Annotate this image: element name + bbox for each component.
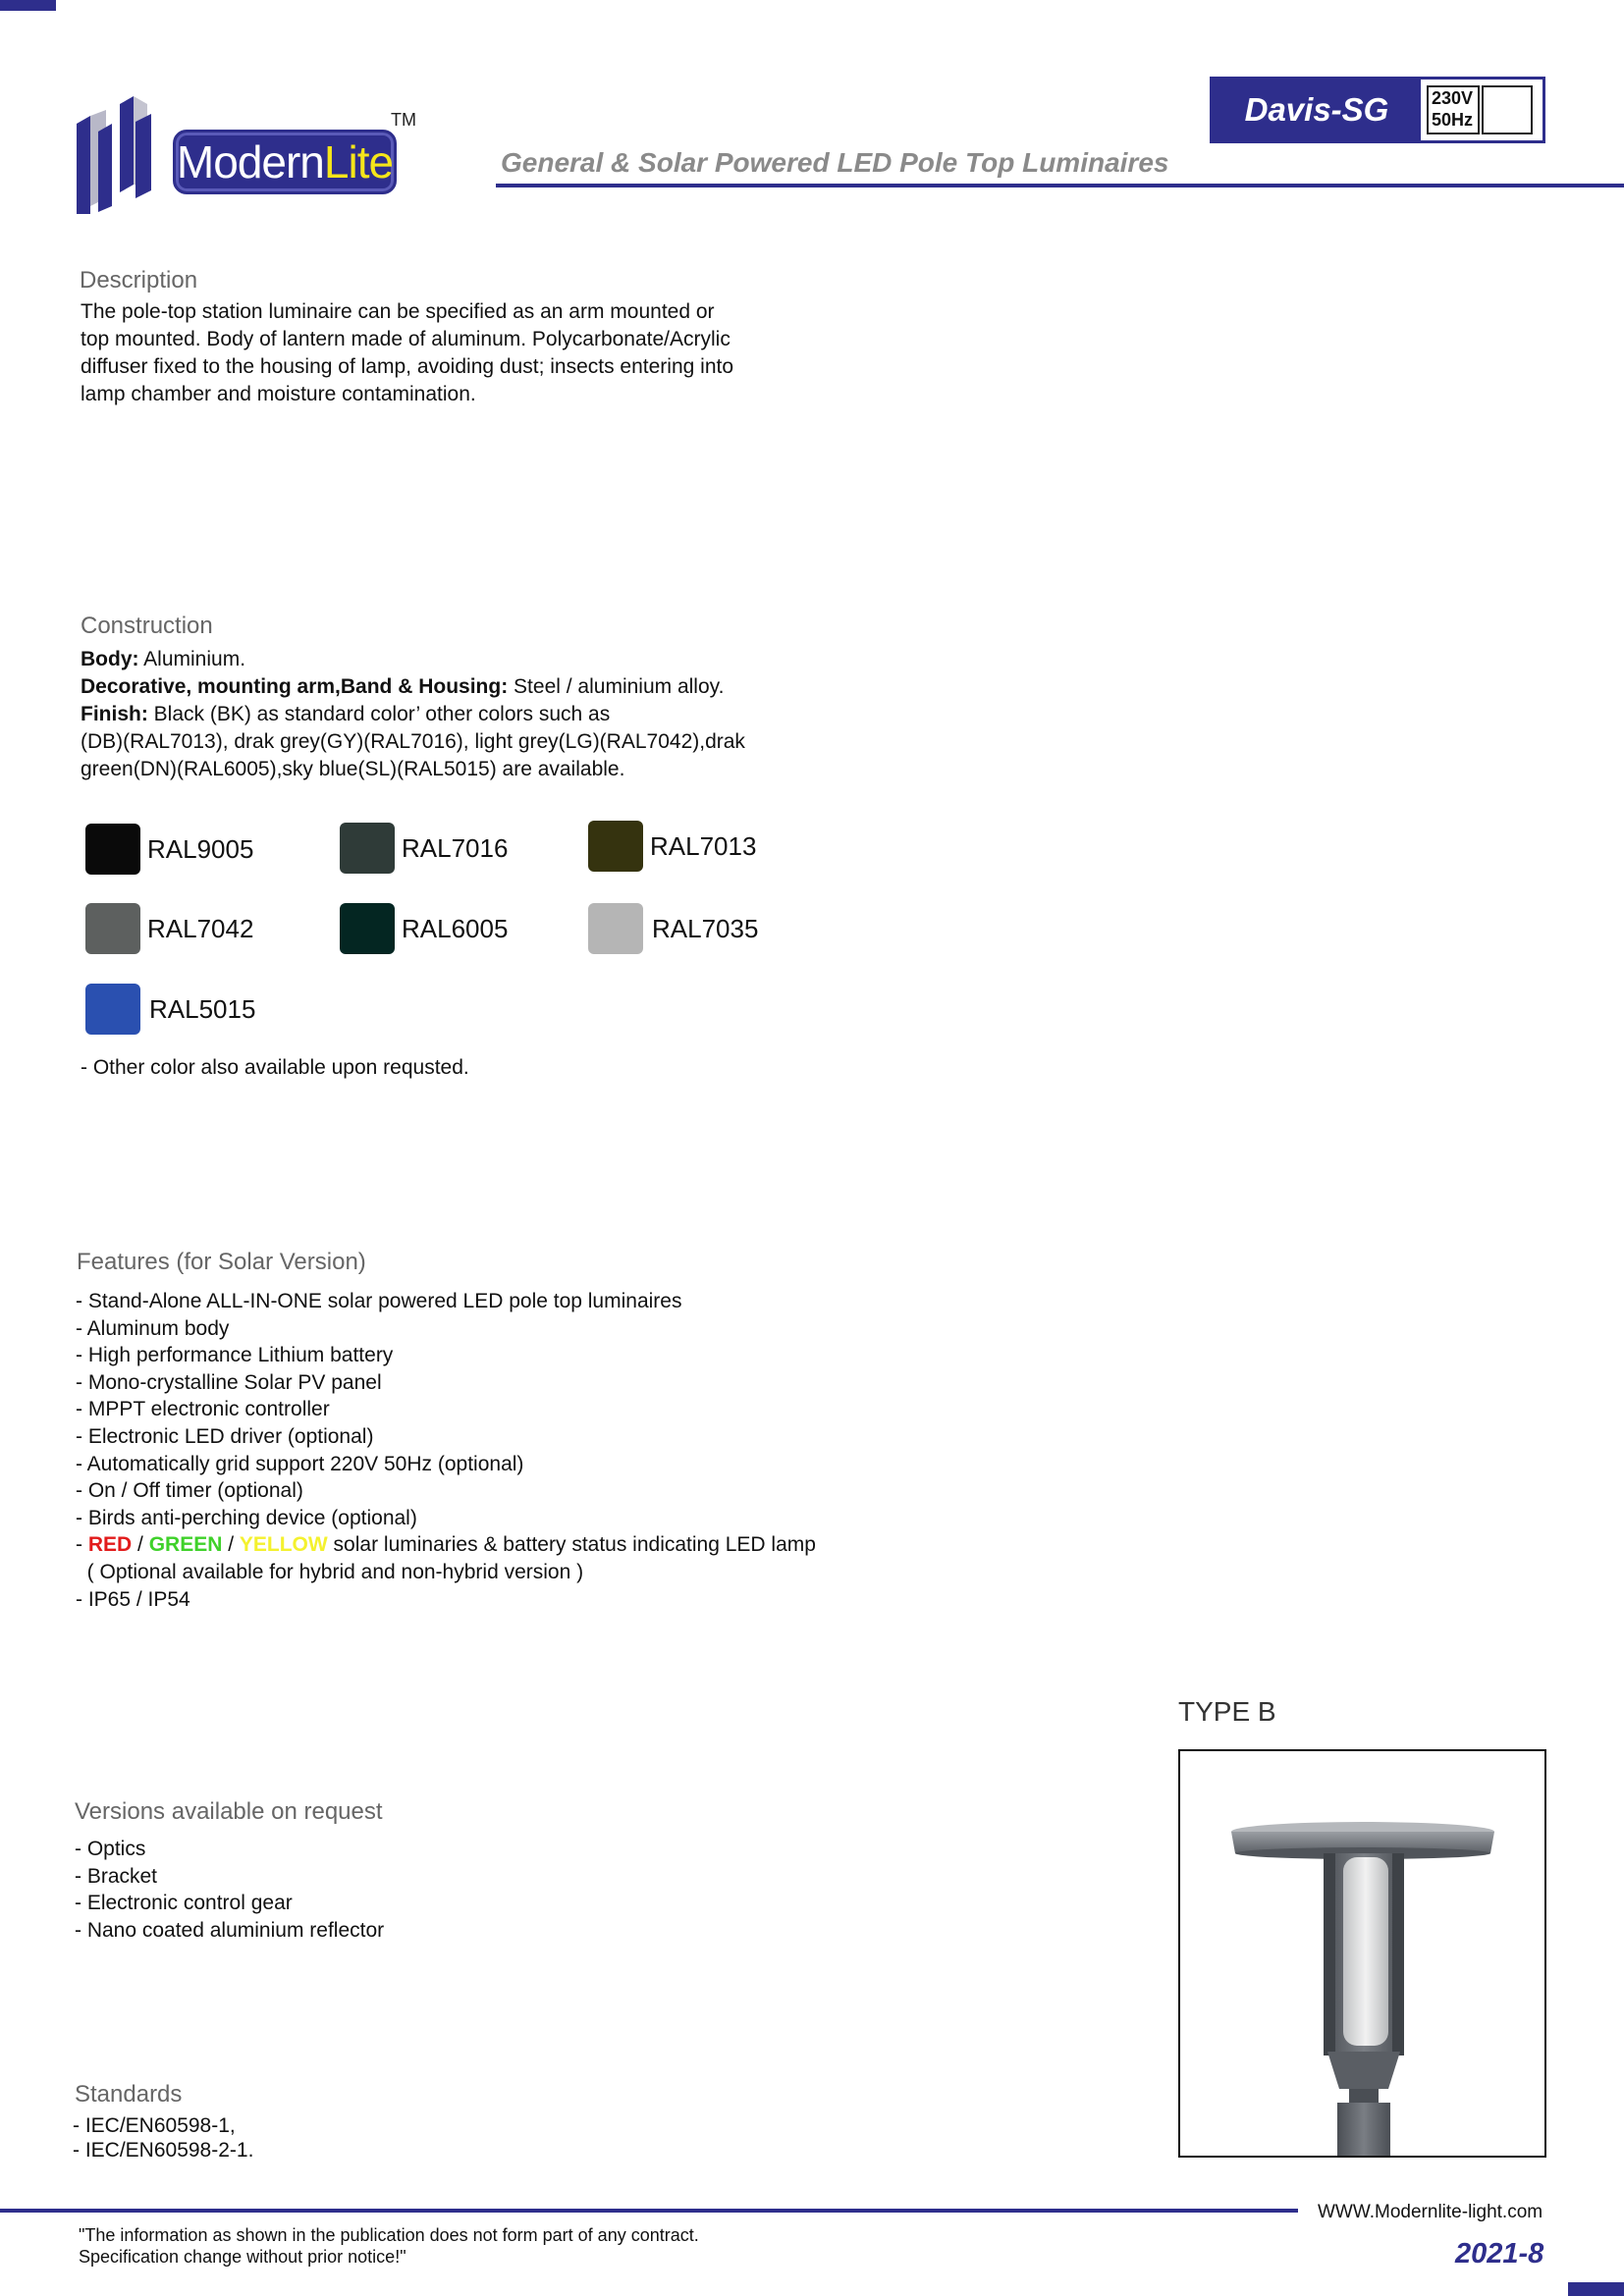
disclaimer-line: "The information as shown in the publication does not form part of any contract. [79,2225,699,2245]
color-swatch-ral9005 [85,824,140,875]
standards-list [73,2114,253,2163]
decorative-label: Decorative, mounting arm,Band & Housing: [81,675,509,698]
color-swatch-ral6005 [340,903,395,954]
color-swatch-ral7042 [85,903,140,954]
color-label: RAL7035 [652,914,759,943]
list-item: - IP65 / IP54 [76,1587,190,1611]
luminaire-illustration [1180,1751,1544,2156]
status-green: GREEN [148,1533,223,1557]
versions-heading: Versions available on request [75,1798,383,1825]
finish-value: Black (BK) as standard color’ other colors such as [147,703,611,725]
body-label: Body: [81,648,139,670]
logo-mark-icon [77,96,185,216]
list-item: - Automatically grid support 220V 50Hz (optional) [76,1452,524,1475]
finish-line: green(DN)(RAL6005),sky blue(SL)(RAL5015) are available. [81,758,625,780]
color-label: RAL7042 [147,914,254,943]
website-link[interactable]: WWW.Modernlite-light.com [1318,2202,1543,2222]
logo-word-modern: Modern [176,136,324,187]
color-swatch-ral7016 [340,823,395,874]
description-line: lamp chamber and moisture contamination. [81,383,476,405]
list-item: - Stand-Alone ALL-IN-ONE solar powered LED pole top luminaires [76,1290,682,1312]
construction-text [81,646,827,783]
model-spec-panel [1421,80,1543,140]
list-item: - Aluminum body [76,1316,230,1340]
status-suffix: solar luminaries & battery status indicating LED lamp [327,1533,816,1557]
footer-divider [0,2209,1298,2213]
color-swatch-ral7035 [588,903,643,954]
list-item: - Nano coated aluminium reflector [75,1918,385,1942]
color-swatch-ral7013 [588,821,643,872]
status-separator: / [222,1533,240,1557]
versions-list [75,1836,384,1944]
logo-wordmark [173,130,397,194]
list-item: - MPPT electronic controller [76,1398,330,1421]
status-separator: / [132,1533,149,1557]
features-list [76,1288,959,1613]
description-line: top mounted. Body of lantern made of aluminum. Polycarbonate/Acrylic [81,328,731,350]
header-divider [496,184,1624,187]
description-heading: Description [80,267,198,294]
color-label: RAL7016 [402,833,509,863]
corner-accent-bottom [1568,2282,1624,2296]
status-prefix: - [76,1533,88,1557]
status-note: ( Optional available for hybrid and non-hybrid version ) [76,1560,584,1583]
product-type-label: TYPE B [1178,1696,1276,1727]
voltage-box [1427,85,1480,134]
list-item: - Electronic control gear [75,1892,293,1915]
logo-word-lite: Lite [323,136,394,187]
color-label: RAL6005 [402,914,509,943]
color-label: RAL9005 [147,834,254,864]
model-name: Davis-SG [1244,91,1389,128]
publication-date: 2021-8 [1455,2238,1544,2269]
model-badge [1210,77,1545,143]
product-photo [1178,1749,1546,2158]
construction-heading: Construction [81,613,213,639]
footer-disclaimer [79,2224,699,2268]
description-line: diffuser fixed to the housing of lamp, avoiding dust; insects entering into [81,355,734,378]
list-item: - IEC/EN60598-2-1. [73,2138,254,2162]
finish-line: (DB)(RAL7013), drak grey(GY)(RAL7016), light grey(LG)(RAL7042),drak [81,730,745,753]
color-label: RAL5015 [149,994,256,1024]
status-red: RED [87,1533,133,1557]
status-yellow: YELLOW [239,1533,328,1557]
body-value: Aluminium. [138,648,246,670]
list-item: - Electronic LED driver (optional) [76,1424,374,1448]
decorative-value: Steel / aluminium alloy. [508,675,725,698]
standards-heading: Standards [75,2081,183,2108]
brand-logo [77,96,430,216]
page-subtitle: General & Solar Powered LED Pole Top Luminaires [501,147,1169,178]
color-note: - Other color also available upon requsted. [81,1056,469,1079]
list-item: - IEC/EN60598-1, [73,2114,236,2137]
frequency-value: 50Hz [1432,110,1474,130]
list-item: - Mono-crystalline Solar PV panel [76,1370,382,1394]
blank-spec-box [1482,85,1533,134]
voltage-value: 230V [1432,88,1474,108]
list-item: - Optics [75,1838,146,1860]
list-item: - Birds anti-perching device (optional) [76,1506,417,1529]
finish-label: Finish: [81,703,148,725]
color-swatch-ral5015 [85,984,140,1035]
trademark-symbol: TM [391,110,416,130]
list-item: - Bracket [75,1864,158,1888]
list-item: - On / Off timer (optional) [76,1479,303,1503]
status-led-item [76,1531,959,1559]
construction-finish [81,701,827,728]
description-line: The pole-top station luminaire can be specified as an arm mounted or [81,300,715,323]
features-heading: Features (for Solar Version) [77,1249,366,1275]
corner-accent-top [0,0,56,11]
disclaimer-line: Specification change without prior notice!" [79,2247,406,2267]
construction-body [81,646,827,673]
construction-decorative [81,673,827,701]
description-text [81,298,807,408]
color-label: RAL7013 [650,831,757,861]
list-item: - High performance Lithium battery [76,1344,394,1367]
